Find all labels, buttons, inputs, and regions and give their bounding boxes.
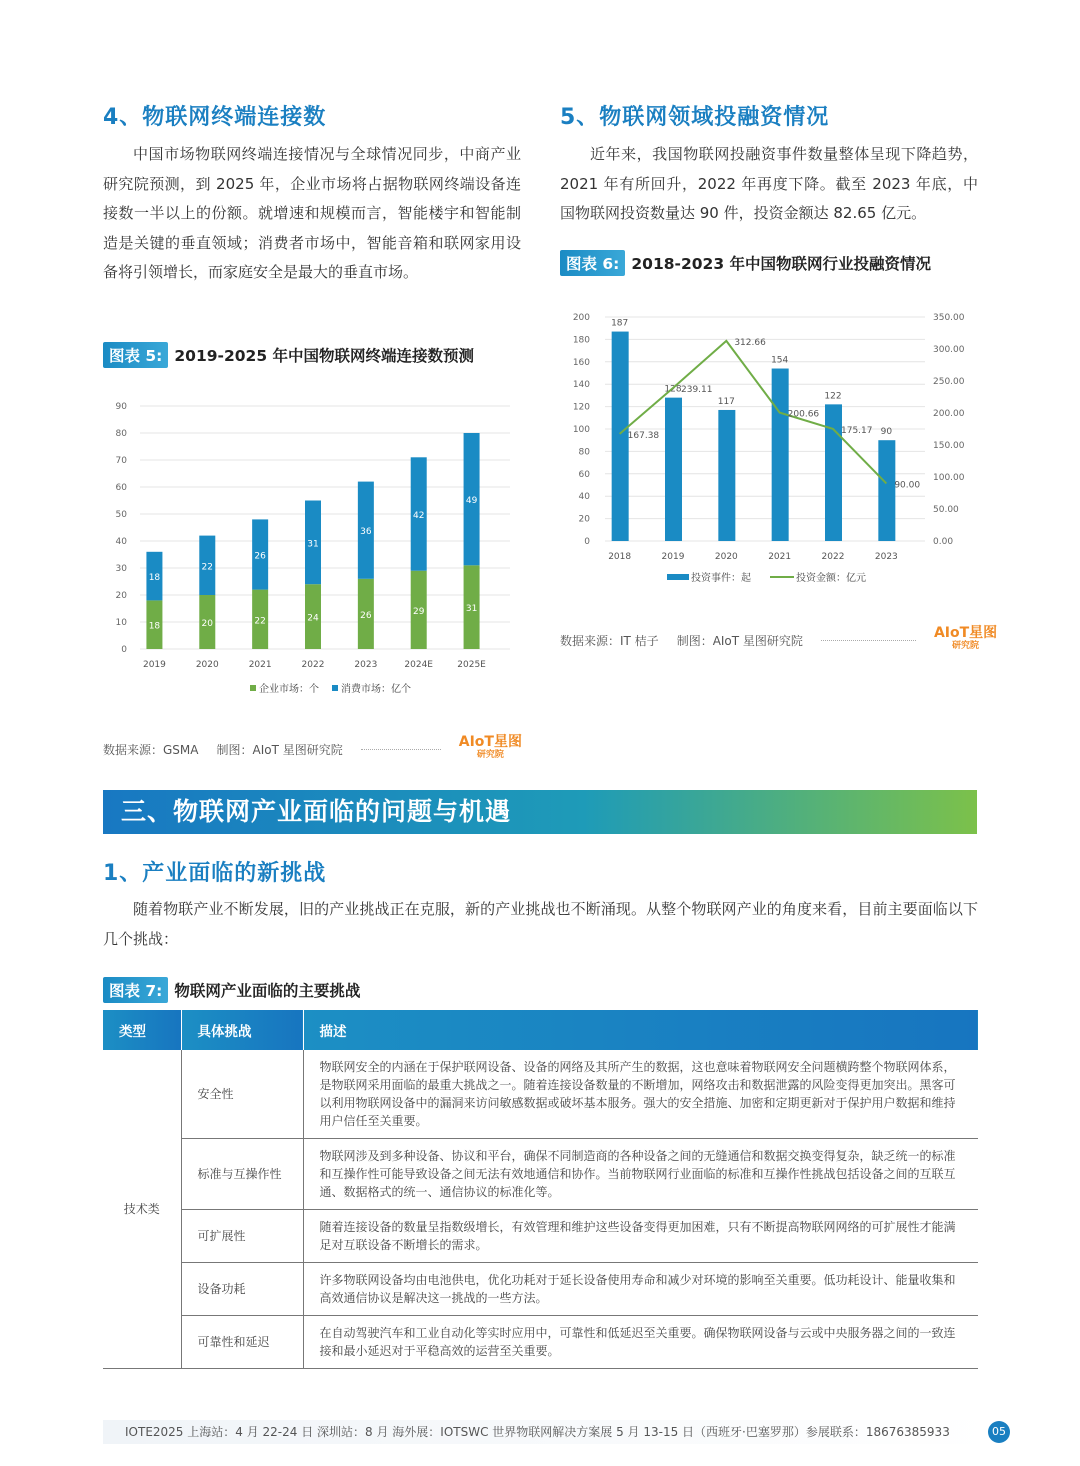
- source-text: 数据来源：GSMA: [103, 742, 199, 757]
- chart-investment: [560, 300, 980, 595]
- paragraph-challenges: 随着物联产业不断发展，旧的产业挑战正在克服，新的产业挑战也不断涌现。从整个物联网产业的角度来看，目前主要面临以下几个挑战：: [103, 900, 978, 948]
- data-label: 36: [360, 527, 372, 538]
- y-right-tick-label: 300.00: [933, 345, 965, 355]
- y-right-tick-label: 150.00: [933, 441, 965, 451]
- bar: [665, 398, 682, 541]
- data-label: 42: [412, 511, 425, 521]
- x-tick-label: 2025E: [457, 660, 486, 670]
- y-left-tick-label: 120: [572, 402, 590, 413]
- line-data-label: 200.66: [787, 409, 820, 420]
- table-row: [103, 1316, 978, 1369]
- challenge-cell: 设备功耗: [181, 1263, 303, 1316]
- figure-5-title: [103, 342, 474, 368]
- data-label: 31: [465, 604, 478, 615]
- divider: [361, 749, 441, 750]
- y-tick-label: 60: [115, 483, 127, 493]
- legend-swatch: [667, 574, 689, 580]
- x-tick-label: 2022: [821, 552, 845, 562]
- maker-text: 制图：AIoT 星图研究院: [216, 742, 343, 757]
- legend-swatch: [332, 685, 338, 691]
- data-label: 18: [148, 573, 161, 584]
- table-row: [103, 1210, 978, 1263]
- x-tick-label: 2023: [874, 552, 898, 562]
- line-data-label: 312.66: [734, 337, 766, 348]
- aiot-logo: AIoT星图 研究院: [458, 734, 522, 760]
- paragraph-investment: 近年来，我国物联网投融资事件数量整体呈现下降趋势，2021 年有所回升，2022 年再度下降。截至 2023 年底，中国物联网投资数量达 90 件，投资金额达 82.65 亿元。: [560, 145, 978, 222]
- data-label: 18: [148, 621, 161, 632]
- figure-5-source: [103, 736, 522, 762]
- bar-data-label: 128: [664, 384, 682, 395]
- y-left-tick-label: 80: [578, 447, 590, 458]
- data-label: 26: [254, 551, 266, 562]
- line-data-label: 175.17: [841, 425, 873, 436]
- challenge-cell: 可靠性和延迟: [181, 1316, 303, 1369]
- header-challenge: 具体挑战: [181, 1010, 303, 1050]
- y-left-tick-label: 40: [578, 492, 590, 503]
- x-tick-label: 2022: [301, 660, 325, 670]
- x-tick-label: 2024E: [404, 660, 434, 670]
- y-tick-label: 20: [115, 591, 127, 601]
- y-right-tick-label: 0.00: [933, 537, 954, 547]
- y-tick-label: 70: [115, 456, 127, 466]
- paragraph-terminal-connections: 中国市场物联网终端连接情况与全球情况同步，中商产业研究院预测，到 2025 年，企业市场将占据物联网终端设备连接数一半以上的份额。就增速和规模而言，智能楼宇和智能制造是关键的垂直领域；消费者市场中，智能音箱和联网家用设备将引领增长，而家庭安全是最大的垂直市场。: [103, 145, 521, 281]
- divider: [821, 640, 916, 641]
- bar: [718, 410, 735, 541]
- x-tick-label: 2019: [142, 660, 166, 670]
- data-label: 29: [412, 606, 425, 617]
- maker-text: 制图：AIoT 星图研究院: [676, 633, 803, 648]
- y-right-tick-label: 50.00: [933, 505, 959, 515]
- x-tick-label: 2023: [354, 660, 378, 670]
- y-left-tick-label: 100: [572, 425, 590, 435]
- figure-title: 2018-2023 年中国物联网行业投融资情况: [631, 255, 932, 273]
- x-tick-label: 2019: [661, 552, 685, 562]
- description-cell: 物联网安全的内涵在于保护联网设备、设备的网络及其所产生的数据，这也意味着物联网安全问题横跨整个物联网体系，是物联网采用面临的最重大挑战之一。随着连接设备数量的不断增加，网络攻击和数据泄露的风险变得更加突出。黑客可以利用物联网设备中的漏洞来访问敏感数据或破坏基本服务。强大的安全措施、加密和定期更新对于保护用户数据和维持用户信任至关重要。: [303, 1050, 978, 1139]
- x-tick-label: 2020: [195, 660, 219, 670]
- y-right-tick-label: 100.00: [933, 473, 965, 483]
- y-left-tick-label: 200: [572, 313, 590, 323]
- table-row: [103, 1139, 978, 1210]
- description-cell: 许多物联网设备均由电池供电，优化功耗对于延长设备使用寿命和减少对环境的影响至关重要。低功耗设计、能量收集和高效通信协议是解决这一挑战的一些方法。: [303, 1263, 978, 1316]
- line-data-label: 90.00: [894, 480, 921, 491]
- section-heading-challenges: 1、产业面临的新挑战: [103, 861, 327, 886]
- x-tick-label: 2018: [608, 552, 632, 562]
- bar-data-label: 154: [771, 355, 789, 366]
- x-tick-label: 2021: [768, 552, 792, 562]
- challenge-cell: 可扩展性: [181, 1210, 303, 1263]
- figure-7-title: [103, 977, 360, 1003]
- footer-bar: IOTE2025 上海站：4 月 22-24 日 深圳站：8 月 海外展：IOTSWC 世界物联网解决方案展 5 月 13-15 日（西班牙·巴塞罗那）参展联系：18676385933: [103, 1420, 993, 1444]
- data-label: 24: [307, 613, 319, 624]
- table-row: [103, 1263, 978, 1316]
- legend-swatch: [250, 685, 256, 691]
- challenge-cell: 安全性: [181, 1050, 303, 1139]
- type-cell: 技术类: [103, 1050, 181, 1369]
- y-right-tick-label: 350.00: [933, 313, 965, 323]
- data-label: 22: [201, 562, 214, 573]
- y-tick-label: 40: [115, 537, 127, 547]
- table-row: [103, 1050, 978, 1139]
- data-label: 49: [465, 496, 478, 507]
- y-tick-label: 90: [115, 402, 127, 412]
- y-left-tick-label: 20: [578, 514, 590, 525]
- header-description: 描述: [303, 1010, 978, 1050]
- y-left-tick-label: 140: [572, 380, 590, 391]
- y-left-tick-label: 60: [578, 469, 590, 480]
- figure-tag: 图表 5:: [103, 342, 168, 368]
- x-tick-label: 2021: [248, 660, 272, 670]
- y-tick-label: 0: [121, 645, 127, 655]
- figure-tag: 图表 7:: [103, 977, 168, 1003]
- bar: [878, 440, 895, 541]
- figure-6-title: [560, 250, 931, 276]
- y-left-tick-label: 0: [584, 537, 590, 547]
- y-tick-label: 10: [115, 618, 127, 628]
- section-heading-investment: 5、物联网领域投融资情况: [560, 105, 830, 130]
- bar-data-label: 187: [611, 318, 629, 329]
- data-label: 26: [360, 610, 372, 621]
- y-tick-label: 50: [115, 510, 127, 520]
- description-cell: 物联网涉及到多种设备、协议和平台，确保不同制造商的各种设备之间的无缝通信和数据交换变得复杂，缺乏统一的标准和互操作性可能导致设备之间无法有效地通信和协作。当前物联网行业面临的标准和互操作性挑战包括设备之间的互联互通、数据格式的统一、通信协议的标准化等。: [303, 1139, 978, 1210]
- legend-label: 投资金额：亿元: [796, 573, 866, 584]
- legend-label: 企业市场：个: [259, 684, 319, 695]
- bar: [825, 404, 842, 541]
- y-tick-label: 80: [115, 429, 127, 439]
- y-tick-label: 30: [115, 564, 127, 574]
- description-cell: 随着连接设备的数量呈指数级增长，有效管理和维护这些设备变得更加困难，只有不断提高物联网网络的可扩展性才能满足对互联设备不断增长的需求。: [303, 1210, 978, 1263]
- bar: [772, 369, 789, 541]
- section-banner: 三、物联网产业面临的问题与机遇: [103, 790, 977, 834]
- bar-data-label: 117: [717, 396, 735, 407]
- section-heading-terminal-connections: 4、物联网终端连接数: [103, 105, 327, 130]
- line-data-label: 167.38: [627, 430, 660, 441]
- header-type: 类型: [103, 1010, 181, 1050]
- y-right-tick-label: 250.00: [933, 377, 965, 387]
- source-text: 数据来源：IT 桔子: [560, 633, 659, 648]
- page-number: 05: [988, 1421, 1010, 1443]
- challenges-table: [103, 1010, 978, 1369]
- y-right-tick-label: 200.00: [933, 409, 965, 419]
- figure-title: 物联网产业面临的主要挑战: [174, 982, 361, 1000]
- y-left-tick-label: 160: [572, 357, 590, 368]
- legend-label: 投资事件：起: [691, 573, 751, 584]
- data-label: 20: [201, 619, 214, 629]
- figure-6-source: [560, 627, 997, 653]
- description-cell: 在自动驾驶汽车和工业自动化等实时应用中，可靠性和低延迟至关重要。确保物联网设备与云或中央服务器之间的一致连接和最小延迟对于平稳高效的运营至关重要。: [303, 1316, 978, 1369]
- chart-terminal-connections: [100, 390, 520, 700]
- bar-data-label: 90: [880, 427, 893, 438]
- bar-data-label: 122: [824, 391, 842, 402]
- legend-label: 消费市场：亿个: [341, 684, 411, 695]
- data-label: 22: [254, 616, 266, 627]
- challenge-cell: 标准与互操作性: [181, 1139, 303, 1210]
- figure-tag: 图表 6:: [560, 250, 625, 276]
- y-left-tick-label: 180: [572, 335, 590, 346]
- aiot-logo: AIoT星图 研究院: [933, 625, 998, 651]
- bar: [612, 332, 629, 541]
- figure-title: 2019-2025 年中国物联网终端连接数预测: [174, 347, 475, 365]
- line-data-label: 239.11: [681, 384, 713, 395]
- x-tick-label: 2020: [714, 552, 738, 562]
- data-label: 31: [307, 539, 319, 550]
